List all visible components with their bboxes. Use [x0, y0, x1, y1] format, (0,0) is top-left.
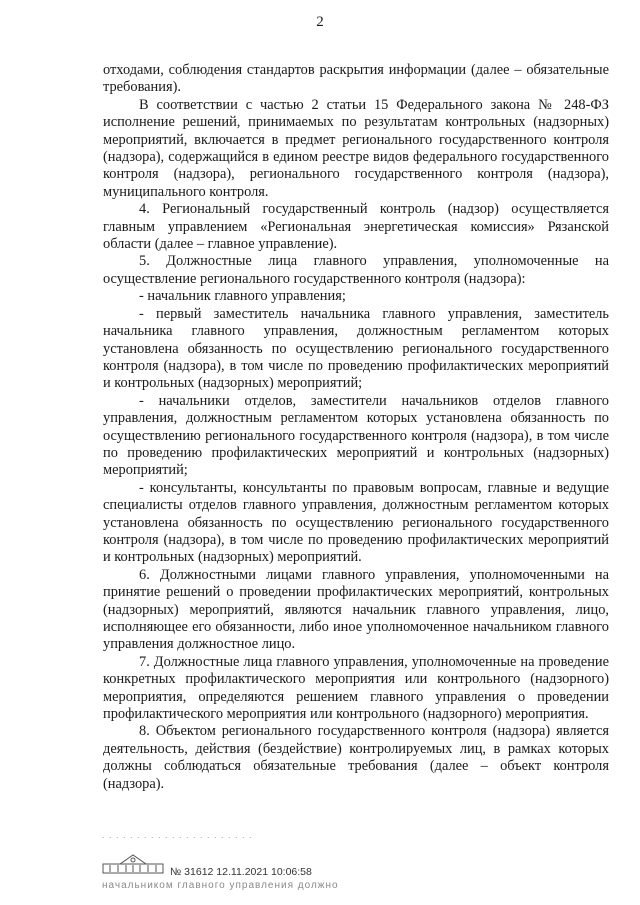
paragraph: отходами, соблюдения стандартов раскрытия информации (далее – обязательные требования).: [103, 62, 609, 96]
list-item: - первый заместитель начальника главного управления, заместитель начальника главного управления, должностным регламентом которых установлена обязанность по осуществлению регионального государственного контроля (надзора), в том числе по проведению профилактических мероприятий и контрольных (надзорных) мероприятий;: [103, 305, 609, 392]
paragraph: 7. Должностные лица главного управления, уполномоченные на проведение конкретных профилактического мероприятия или контрольного (надзорного) мероприятия, определяются решением главного управления о проведении профилактического мероприятия или контрольного (надзорного) мероприятия.: [103, 653, 609, 723]
list-item: - консультанты, консультанты по правовым вопросам, главные и ведущие специалисты отделов главного управления, должностным регламентом которых установлена обязанность по осуществлению регионального государственного контроля (надзора), в том числе по проведению профилактических мероприятий и контрольных (надзорных) мероприятий.: [103, 479, 609, 566]
paragraph: 6. Должностными лицами главного управления, уполномоченными на принятие решений о проведении профилактических мероприятий, контрольных (надзорных) мероприятий, являются начальник главного управления, лицо, исполняющее его обязанности, либо иное уполномоченное начальником главного управления должностное лицо.: [103, 566, 609, 653]
paragraph: 5. Должностные лица главного управления, уполномоченные на осуществление регионального государственного контроля (надзора):: [103, 253, 609, 287]
list-item: - начальник главного управления;: [139, 288, 346, 305]
footer-stamp-area: [100, 826, 610, 898]
paragraph: В соответствии с частью 2 статьи 15 Федерального закона № 248-ФЗ исполнение решений, принимаемых по результатам контрольных (надзорных) мероприятий, включается в предмет регионального государственного контроля (надзора), содержащийся в едином реестре видов федерального государственного контроля (надзора), регионального государственного контроля (надзора), муниципального контроля.: [103, 96, 609, 200]
list-item: - начальники отделов, заместители начальников отделов главного управления, должностным регламентом которых установлена обязанность по осуществлению регионального государственного контроля (надзора), в том числе по проведению профилактических мероприятий и контрольных (надзорных) мероприятий;: [103, 392, 609, 479]
document-body: [103, 62, 609, 793]
faded-scan-text: . . . . . . . . . . . . . . . . . . . . . .: [102, 830, 253, 840]
paragraph: 4. Региональный государственный контроль (надзор) осуществляется главным управлением «Региональная энергетическая комиссия» Рязанской области (далее – главное управление).: [103, 201, 609, 253]
building-stamp-icon: [102, 852, 164, 874]
faded-bottom-text: начальником главного управления должно: [102, 880, 339, 891]
page-number: 2: [316, 14, 324, 30]
registration-stamp: № 31612 12.11.2021 10:06:58: [170, 866, 312, 878]
paragraph: 8. Объектом регионального государственного контроля (надзора) является деятельность, действия (бездействие) контролируемых лиц, в рамках которых должны соблюдаться обязательные требования (далее – объект контроля (надзора).: [103, 723, 609, 792]
